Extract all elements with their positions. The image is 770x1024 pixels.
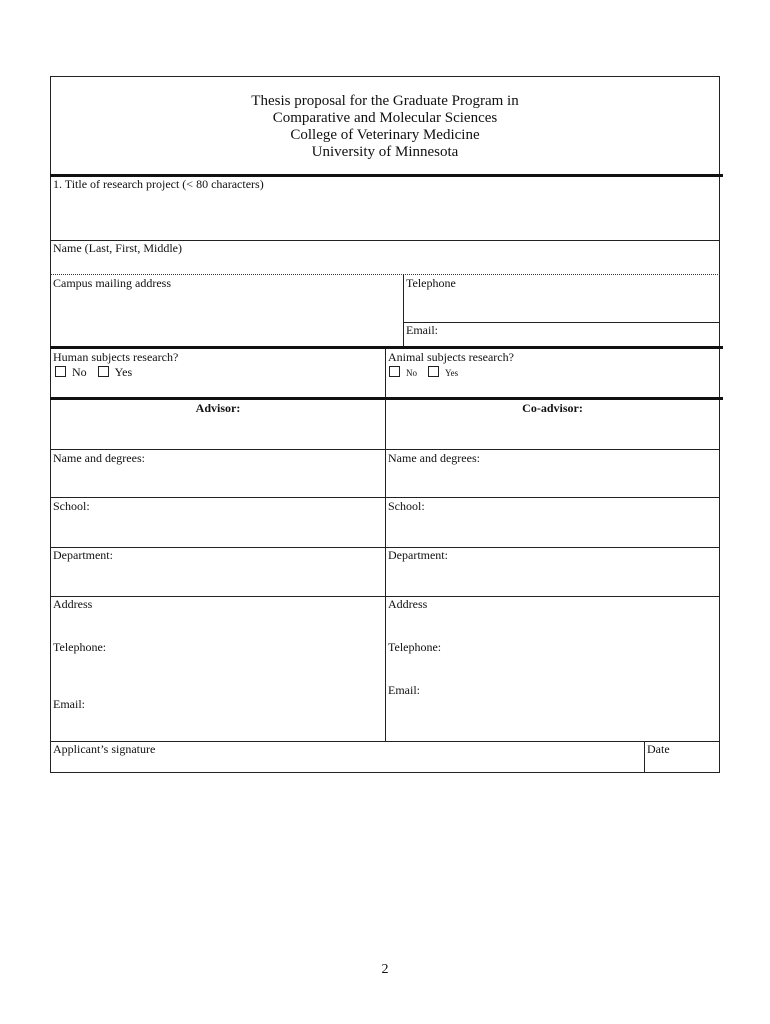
research-title-label: 1. Title of research project (< 80 characters) (53, 177, 264, 191)
coadvisor-address-label: Address (388, 597, 428, 611)
email-label: Email: (406, 323, 438, 337)
coadvisor-email-label: Email: (388, 683, 420, 697)
advisor-school-label: School: (53, 499, 90, 513)
advisor-address-label: Address (53, 597, 93, 611)
advisor-heading: Advisor: (195, 401, 241, 415)
animal-yes-label: Yes (445, 368, 459, 378)
coadvisor-telephone-label: Telephone: (388, 640, 442, 654)
telephone-label: Telephone (406, 276, 456, 290)
coadvisor-address-field[interactable] (386, 612, 719, 638)
coadvisor-telephone-field[interactable] (386, 655, 719, 681)
coadvisor-school-field[interactable] (386, 514, 719, 546)
form-right-border (719, 76, 720, 773)
coadvisor-department-label: Department: (388, 548, 448, 562)
advisor-telephone-label: Telephone: (53, 640, 107, 654)
research-title-field[interactable] (51, 192, 719, 239)
advisor-school-field[interactable] (51, 514, 384, 546)
header-title-line-1: Thesis proposal for the Graduate Program in (251, 93, 519, 109)
applicant-signature-label: Applicant’s signature (53, 742, 156, 756)
human-yes-label: Yes (114, 365, 133, 379)
date-label: Date (647, 742, 670, 756)
campus-address-field[interactable] (51, 291, 402, 345)
advisor-email-label: Email: (53, 697, 85, 711)
human-subjects-label: Human subjects research? (53, 350, 179, 364)
advisor-row-divider-4 (50, 596, 720, 597)
coadvisor-name-degrees-label: Name and degrees: (388, 451, 480, 465)
campus-address-label: Campus mailing address (53, 276, 171, 290)
animal-yes-checkbox[interactable] (428, 366, 439, 377)
coadvisor-heading: Co-advisor: (522, 401, 583, 415)
applicant-signature-field[interactable] (51, 757, 643, 771)
advisor-name-degrees-field[interactable] (51, 466, 384, 496)
coadvisor-name-degrees-field[interactable] (386, 466, 719, 496)
coadvisor-department-field[interactable] (386, 563, 719, 595)
advisor-row-divider-3 (50, 547, 720, 548)
coadvisor-school-label: School: (388, 499, 425, 513)
advisor-row-divider-2 (50, 497, 720, 498)
human-yes-checkbox[interactable] (98, 366, 109, 377)
name-field[interactable] (51, 256, 719, 272)
date-field[interactable] (645, 757, 719, 771)
research-column-divider (385, 348, 386, 397)
advisor-name-degrees-label: Name and degrees: (53, 451, 145, 465)
human-subjects-options (55, 365, 132, 379)
advisor-heading-field[interactable] (51, 416, 384, 448)
animal-no-checkbox[interactable] (389, 366, 400, 377)
email-field[interactable] (440, 323, 719, 345)
form-top-border (50, 76, 720, 77)
human-no-checkbox[interactable] (55, 366, 66, 377)
address-section-divider (50, 346, 723, 349)
animal-subjects-label: Animal subjects research? (388, 350, 514, 364)
name-label: Name (Last, First, Middle) (53, 241, 182, 255)
page-number: 2 (381, 962, 389, 977)
human-no-label: No (72, 365, 87, 379)
coadvisor-heading-field[interactable] (386, 416, 719, 448)
coadvisor-email-field[interactable] (386, 698, 719, 739)
advisor-email-field[interactable] (51, 712, 384, 739)
advisor-row-divider-1 (50, 449, 720, 450)
research-section-divider (50, 397, 723, 400)
advisor-address-field[interactable] (51, 612, 384, 638)
header-title-line-2: Comparative and Molecular Sciences (272, 110, 498, 126)
animal-subjects-options (389, 365, 458, 380)
header-title-line-3: College of Veterinary Medicine (290, 127, 480, 143)
advisor-telephone-field[interactable] (51, 655, 384, 693)
header-title-line-4: University of Minnesota (311, 144, 459, 160)
advisor-department-label: Department: (53, 548, 113, 562)
animal-no-label: No (406, 368, 417, 378)
form-bottom-border (50, 772, 720, 773)
name-divider (50, 274, 720, 275)
advisor-department-field[interactable] (51, 563, 384, 595)
telephone-field[interactable] (404, 291, 719, 321)
